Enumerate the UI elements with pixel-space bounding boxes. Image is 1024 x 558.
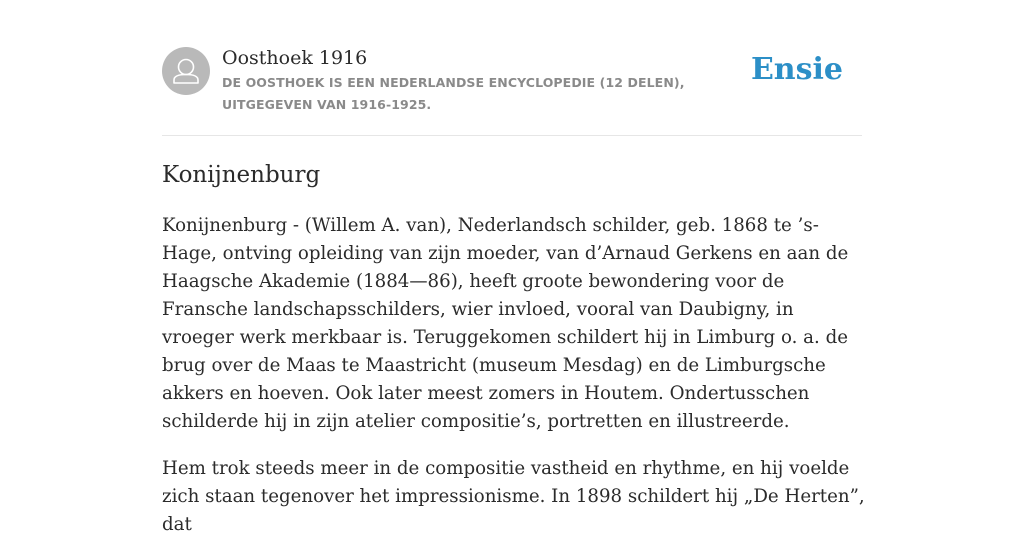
source-header [162,0,862,136]
content-container [162,0,865,535]
entry-paragraph: Hem trok steeds meer in de compositie vastheid en rhythme, en hij voelde zich staan tegenover het impressionisme. In 1898 schildert hij „De Herten”, dat [162,458,865,535]
source-description: DE OOSTHOEK IS EEN NEDERLANDSE ENCYCLOPEDIE (12 DELEN), UITGEGEVEN VAN 1916-1925. [222,75,685,112]
source-title[interactable]: Oosthoek 1916 [222,47,368,69]
entry-title: Konijnenburg [162,162,321,188]
brand-logo[interactable]: Ensie [750,52,843,87]
source-avatar[interactable] [162,47,210,95]
entry-body [162,212,866,558]
user-icon [162,47,210,95]
entry-paragraph: Konijnenburg - (Willem A. van), Nederlandsch schilder, geb. 1868 te ’s-Hage, ontving opleiding van zijn moeder, van d’Arnaud Gerkens en aan de Haagsche Akademie (1884—86), heeft groote bewondering voor de Fransche landschapsschilders, wier invloed, vooral van Daubigny, in vroeger werk merkbaar is. Teruggekomen schildert hij in Limburg o. a. de brug over de Maas te Maastricht (museum Mesdag) en de Limburgsche akkers en hoeven. Ook later meest zomers in Houtem. Ondertusschen schilderde hij in zijn atelier compositie’s, portretten en illustreerde. [162,215,849,432]
